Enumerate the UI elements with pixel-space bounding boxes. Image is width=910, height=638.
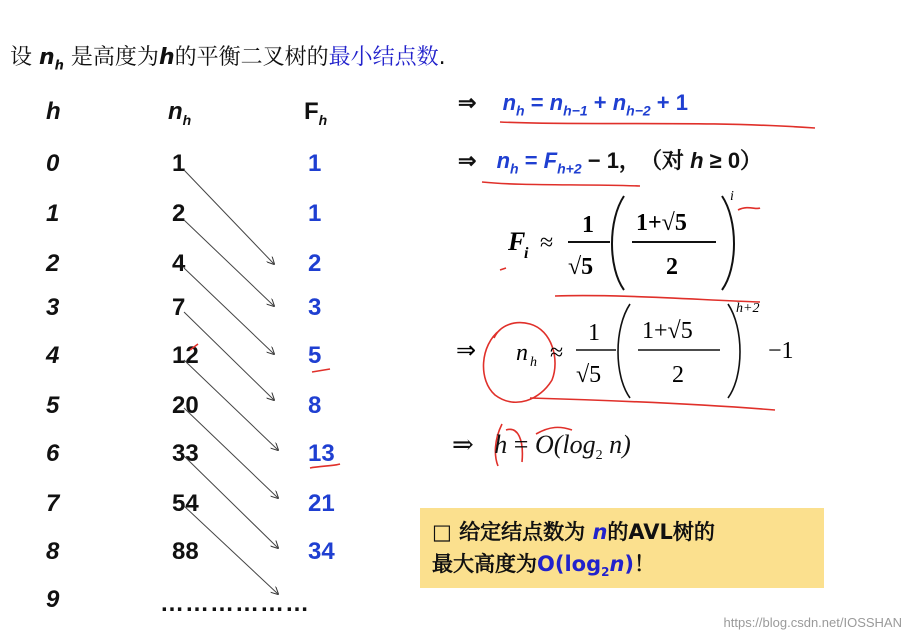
f5-rhs: O(log xyxy=(534,430,596,459)
n-value: 12 xyxy=(172,342,199,369)
header-f-sub: h xyxy=(318,111,328,128)
f3-inner-num: 1+√5 xyxy=(636,210,687,236)
f4-inner-num: 1+√5 xyxy=(642,318,693,344)
f1-plus1: + xyxy=(587,90,613,115)
f2-cond: （对 xyxy=(650,148,691,173)
h-value: 0 xyxy=(46,150,60,177)
f4-lhs-sub: h xyxy=(530,355,537,370)
f2-eq: = xyxy=(518,148,544,173)
f4-frac-num: 1 xyxy=(588,320,600,346)
header-n-sub: h xyxy=(182,111,192,128)
title-suffix: 的平衡二叉树的 xyxy=(174,45,329,70)
title-var-n: n xyxy=(39,45,55,70)
f-value: 1 xyxy=(308,150,322,177)
note-line1-b: 的AVL树的 xyxy=(607,520,715,544)
f4-right-paren xyxy=(728,304,740,398)
n-value: 1 xyxy=(172,150,186,177)
note-line2-var: n xyxy=(609,552,625,576)
f1-lhs-sub: h xyxy=(516,102,525,119)
conclusion-note xyxy=(420,508,824,588)
f4-tail: −1 xyxy=(768,338,794,364)
note-line1-a: 给定结点数为 xyxy=(459,520,593,544)
implies-arrow: ⇒ xyxy=(458,90,477,115)
f2-rhs: F xyxy=(543,148,558,173)
note-line2-blue: O(log xyxy=(537,552,602,576)
ellipsis: ……………… xyxy=(160,590,310,617)
title-highlight: 最小结点数 xyxy=(328,45,439,70)
f2-cond-tail: ≥ 0） xyxy=(703,148,763,173)
f4-left-paren xyxy=(618,304,630,398)
watermark: https://blog.csdn.net/IOSSHAN xyxy=(723,615,902,630)
f1-eq: = xyxy=(524,90,550,115)
note-line2-a: 最大高度为 xyxy=(432,552,537,576)
f3-exp: i xyxy=(730,189,734,204)
f2-lhs: n xyxy=(496,148,511,173)
n-value: 54 xyxy=(172,490,199,517)
note-line-1 xyxy=(432,516,812,548)
title-end: . xyxy=(438,45,446,70)
note-line-2 xyxy=(432,548,812,588)
note-bullet-icon: □ xyxy=(432,520,452,544)
f2-rhs-sub: h+2 xyxy=(557,160,582,177)
f4-lhs: n xyxy=(516,340,528,366)
n-value: 4 xyxy=(172,250,186,277)
h-value: 5 xyxy=(46,392,60,419)
note-line2-end: ！ xyxy=(634,552,656,576)
note-line2-close: ) xyxy=(624,552,635,576)
h-value: 8 xyxy=(46,538,60,565)
h-value: 9 xyxy=(46,586,60,613)
header-h: h xyxy=(46,98,61,125)
f3-approx: ≈ xyxy=(540,230,554,256)
f1-plus2: + 1 xyxy=(650,90,688,115)
f1-t1: n xyxy=(549,90,564,115)
f1-t2: n xyxy=(612,90,627,115)
f-value: 1 xyxy=(308,200,322,227)
h-value: 1 xyxy=(46,200,60,227)
f5-rhs-tail: n) xyxy=(602,430,631,459)
f4-frac-den: √5 xyxy=(576,362,602,388)
f-value: 2 xyxy=(308,250,322,277)
implies-arrow: ⇒ xyxy=(452,430,474,459)
f3-lhs-sub: i xyxy=(524,245,529,262)
f2-tail: − 1， xyxy=(581,148,641,173)
f-value: 3 xyxy=(308,294,322,321)
f4-inner-den: 2 xyxy=(672,362,684,388)
title-var-h: h xyxy=(158,45,175,70)
f-value: 21 xyxy=(308,490,335,517)
n-value: 2 xyxy=(172,200,186,227)
f4-approx: ≈ xyxy=(550,340,564,366)
f1-lhs: n xyxy=(502,90,517,115)
header-n-letter: n xyxy=(168,98,183,125)
f3-frac-num: 1 xyxy=(582,212,594,238)
f1-t2-sub: h−2 xyxy=(626,102,651,119)
title-middle: 是高度为 xyxy=(63,45,159,70)
title-var-n-sub: h xyxy=(54,58,64,74)
f3-inner-den: 2 xyxy=(666,254,678,280)
h-value: 2 xyxy=(46,250,60,277)
height-bound-expression xyxy=(494,430,631,464)
f5-eq: = xyxy=(507,430,535,459)
h-value: 6 xyxy=(46,440,60,467)
f5-lhs: h xyxy=(494,430,508,459)
f4-exp: h+2 xyxy=(736,301,760,316)
n-value: 33 xyxy=(172,440,199,467)
f3-frac-den: √5 xyxy=(568,254,594,280)
h-value: 3 xyxy=(46,294,60,321)
h-value: 4 xyxy=(46,342,60,369)
h-value: 7 xyxy=(46,490,60,517)
n-value: 7 xyxy=(172,294,186,321)
f5-rhs-sub: 2 xyxy=(595,448,603,464)
f2-cond-var: h xyxy=(690,148,704,173)
header-f-letter: F xyxy=(304,98,319,125)
n-value: 88 xyxy=(172,538,199,565)
formula-height-bound xyxy=(452,430,631,464)
note-line2-sub: 2 xyxy=(601,565,610,580)
f4-arrow: ⇒ xyxy=(456,338,477,364)
n-value: 20 xyxy=(172,392,199,419)
f3-lhs: F xyxy=(508,227,526,256)
f-value: 5 xyxy=(308,342,322,369)
f-value: 34 xyxy=(308,538,335,565)
f-value: 13 xyxy=(308,440,335,467)
f1-t1-sub: h−1 xyxy=(563,102,588,119)
note-line1-var: n xyxy=(592,520,608,544)
implies-arrow: ⇒ xyxy=(458,148,477,173)
title-prefix: 设 xyxy=(10,45,39,70)
f2-lhs-sub: h xyxy=(510,160,519,177)
f-value: 8 xyxy=(308,392,322,419)
